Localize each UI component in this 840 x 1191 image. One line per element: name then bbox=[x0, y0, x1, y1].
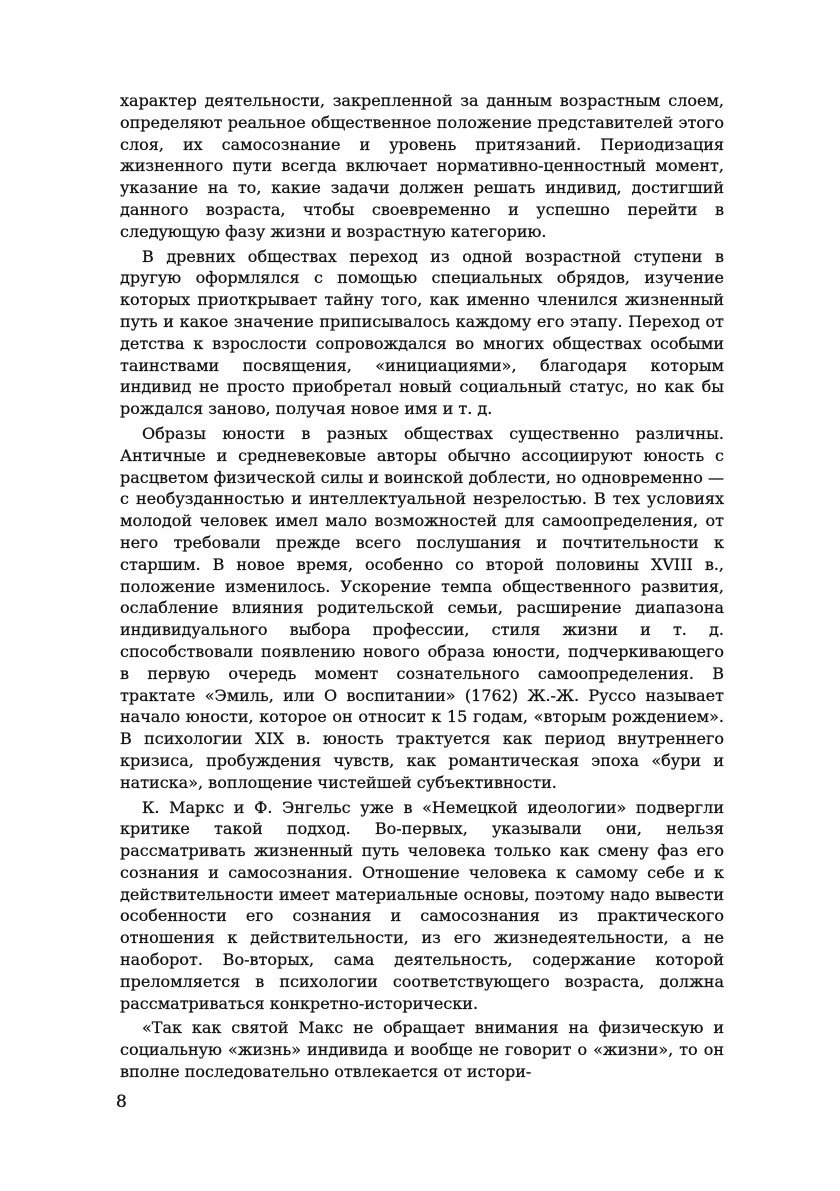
paragraph-5: «Так как святой Макс не обращает внимания на физическую и социальную «жизнь» индивида и вообще не говорит о «жизни», то он вполне последовательно отвлекается от истори- bbox=[120, 1018, 724, 1082]
paragraph-4: К. Маркс и Ф. Энгельс уже в «Немецкой идеологии» подвергли критике такой подход. Во-первых, указывали они, нельзя рассматривать жизненный путь человека только как смену фаз его сознания и самосознания. Отношение человека к самому себе и к действительности имеет материальные основы, поэтому надо вывести особенности его сознания и самосознания из практического отношения к действительности, из его жизнедеятельности, а не наоборот. Во-вторых, сама деятельность, содержание которой преломляется в психологии соответствующего возраста, должна рассматриваться конкретно-исторически. bbox=[120, 797, 724, 1013]
paragraph-1: характер деятельности, закрепленной за данным возрастным слоем, определяют реальное общественное положение представителей этого слоя, их самосознание и уровень притязаний. Периодизация жизненного пути всегда включает нормативно-ценностный момент, указание на то, какие задачи должен решать индивид, достигший данного возраста, чтобы своевременно и успешно перейти в следующую фазу жизни и возрастную категорию. bbox=[120, 91, 724, 241]
page-number: 8 bbox=[116, 1092, 127, 1112]
paragraph-2: В древних обществах переход из одной возрастной ступени в другую оформлялся с помощью специальных обрядов, изучение которых приоткрывает тайну того, как именно членился жизненный путь и какое значение приписывалось каждому его этапу. Переход от детства к взрослости сопровождался во многих обществах особыми таинствами посвящения, «инициациями», благодаря которым индивид не просто приобретал новый социальный статус, но как бы рождался заново, получая новое имя и т. д. bbox=[120, 246, 724, 419]
body-text bbox=[120, 90, 724, 1086]
paragraph-3: Образы юности в разных обществах существенно различны. Античные и средневековые авторы обычно ассоциируют юность с расцветом физической силы и воинской доблести, но одновременно — с необузданностью и интеллектуальной незрелостью. В тех условиях молодой человек имел мало возможностей для самоопределения, от него требовали прежде всего послушания и почтительности к старшим. В новое время, особенно со второй половины XVIII в., положение изменилось. Ускорение темпа общественного развития, ослабление влияния родительской семьи, расширение диапазона индивидуального выбора профессии, стиля жизни и т. д. способствовали появлению нового образа юности, подчеркивающего в первую очередь момент сознательного самоопределения. В трактате «Эмиль, или О воспитании» (1762) Ж.-Ж. Руссо называет начало юности, которое он относит к 15 годам, «вторым рождением». В психологии XIX в. юность трактуется как период внутреннего кризиса, пробуждения чувств, как романтическая эпоха «бури и натиска», воплощение чистейшей субъективности. bbox=[120, 423, 724, 792]
